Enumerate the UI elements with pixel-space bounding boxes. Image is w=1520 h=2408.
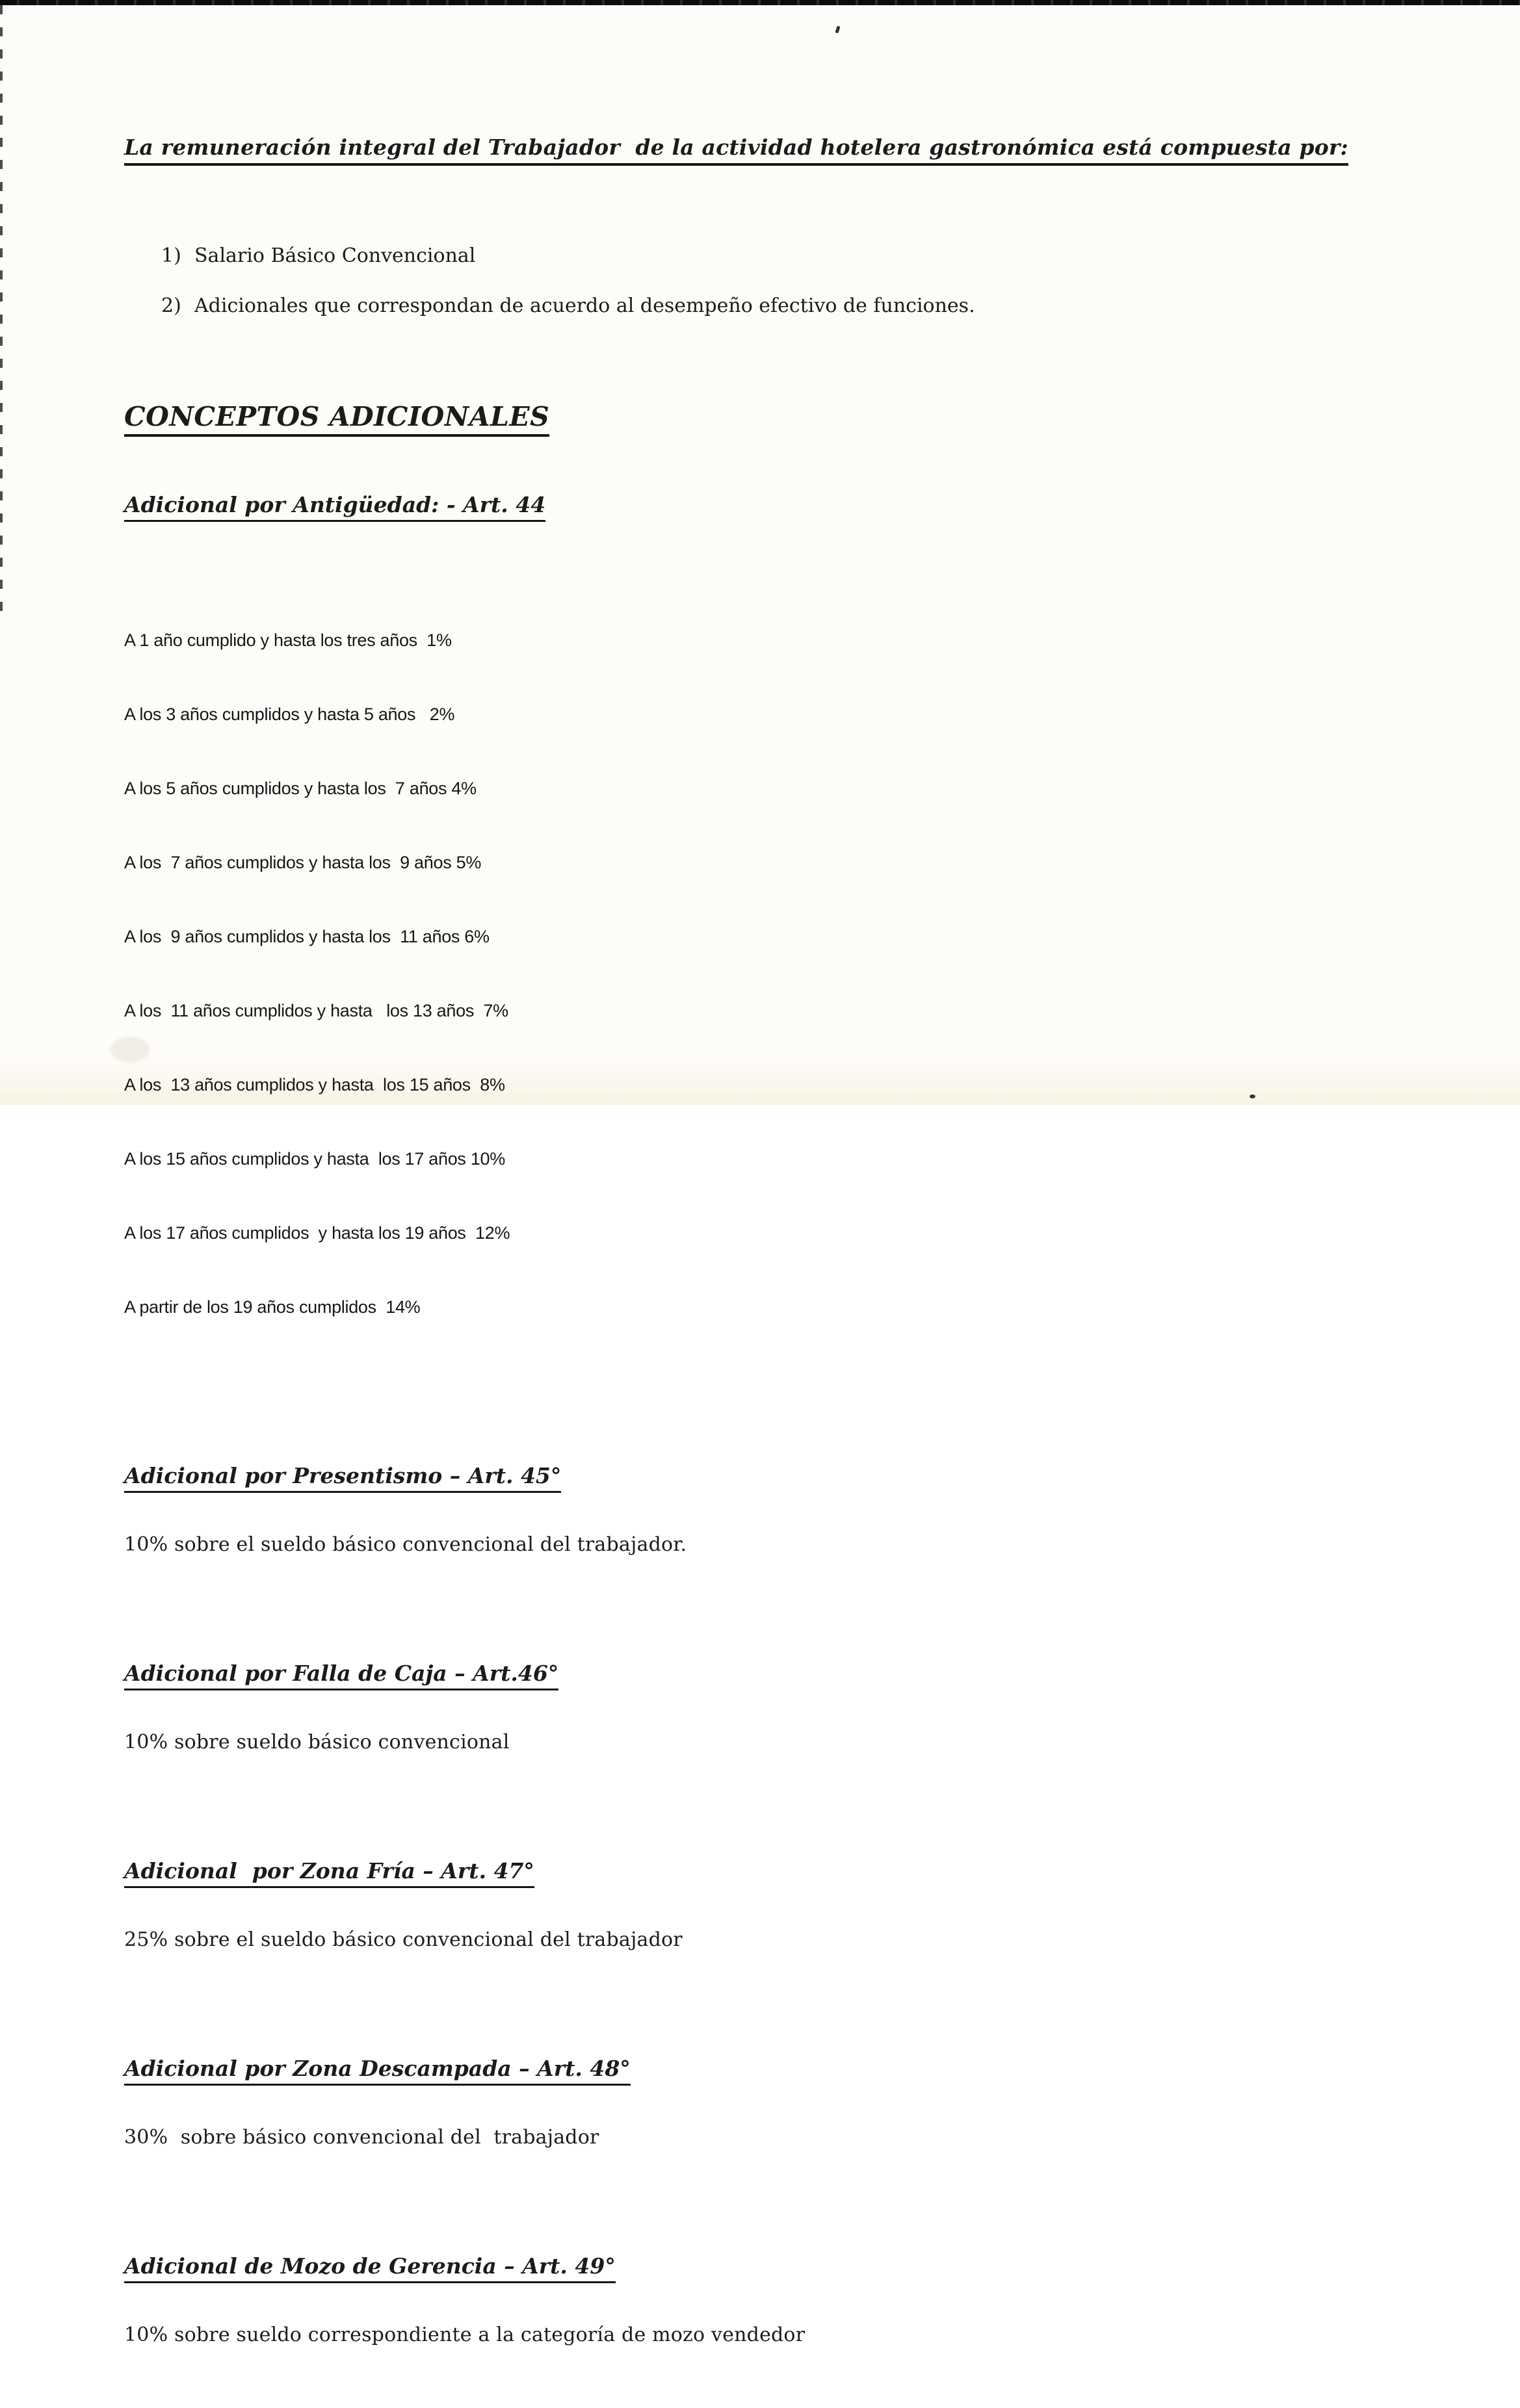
concepts-section-title: CONCEPTOS ADICIONALES xyxy=(124,401,549,437)
antiguedad-line: A los 9 años cumplidos y hasta los 11 años 6% xyxy=(124,927,490,946)
section-body: 10% sobre sueldo correspondiente a la categoría de mozo vendedor xyxy=(124,2324,806,2346)
antiguedad-line: A los 3 años cumplidos y hasta 5 años 2% xyxy=(124,705,455,724)
antiguedad-line: A los 5 años cumplidos y hasta los 7 años 4% xyxy=(124,779,477,798)
list-item xyxy=(124,243,1442,268)
antiguedad-line: A los 15 años cumplidos y hasta los 17 años 10% xyxy=(124,1149,505,1169)
section-body: 25% sobre el sueldo básico convencional del trabajador xyxy=(124,1928,683,1951)
list-item xyxy=(124,293,1442,318)
section-zona-descampada xyxy=(124,2013,1442,2173)
section-heading: Adicional por Falla de Caja – Art.46° xyxy=(124,1661,558,1690)
antiguedad-line: A los 13 años cumplidos y hasta los 15 años 8% xyxy=(124,1075,505,1094)
section-zona-fria xyxy=(124,1815,1442,1976)
section-heading: Adicional por Zona Fría – Art. 47° xyxy=(124,1858,534,1888)
antiguedad-line: A 1 año cumplido y hasta los tres años 1% xyxy=(124,630,452,650)
list-item-text: Adicionales que correspondan de acuerdo al desempeño efectivo de funciones. xyxy=(194,294,975,317)
antiguedad-line: A los 7 años cumplidos y hasta los 9 años 5% xyxy=(124,853,482,872)
antiguedad-heading: Adicional por Antigüedad: - Art. 44 xyxy=(124,492,545,522)
section-body: 30% sobre básico convencional del trabajador xyxy=(124,2126,599,2149)
list-item-text: Salario Básico Convencional xyxy=(194,244,476,267)
section-mozo-de-gerencia xyxy=(124,2210,1442,2371)
list-item-number: 1) xyxy=(161,244,181,267)
section-falla-de-caja xyxy=(124,1618,1442,1778)
antiguedad-scale xyxy=(124,578,1442,1369)
section-presentismo xyxy=(124,1406,1442,1581)
antiguedad-line: A partir de los 19 años cumplidos 14% xyxy=(124,1297,421,1317)
antiguedad-line: A los 11 años cumplidos y hasta los 13 años 7% xyxy=(124,1001,508,1020)
section-body: 10% sobre sueldo básico convencional xyxy=(124,1731,510,1754)
intro-list xyxy=(124,218,1442,343)
section-heading: Adicional de Mozo de Gerencia – Art. 49° xyxy=(124,2253,616,2283)
section-heading: Adicional por Zona Descampada – Art. 48° xyxy=(124,2056,631,2086)
antiguedad-line: A los 17 años cumplidos y hasta los 19 años 12% xyxy=(124,1223,510,1243)
section-heading: Adicional por Presentismo – Art. 45° xyxy=(124,1463,561,1493)
section-body: 10% sobre el sueldo básico convencional del trabajador. xyxy=(124,1533,687,1556)
document-title: La remuneración integral del Trabajador de la actividad hotelera gastronómica está compuesta por: xyxy=(124,135,1348,166)
list-item-number: 2) xyxy=(161,294,181,317)
